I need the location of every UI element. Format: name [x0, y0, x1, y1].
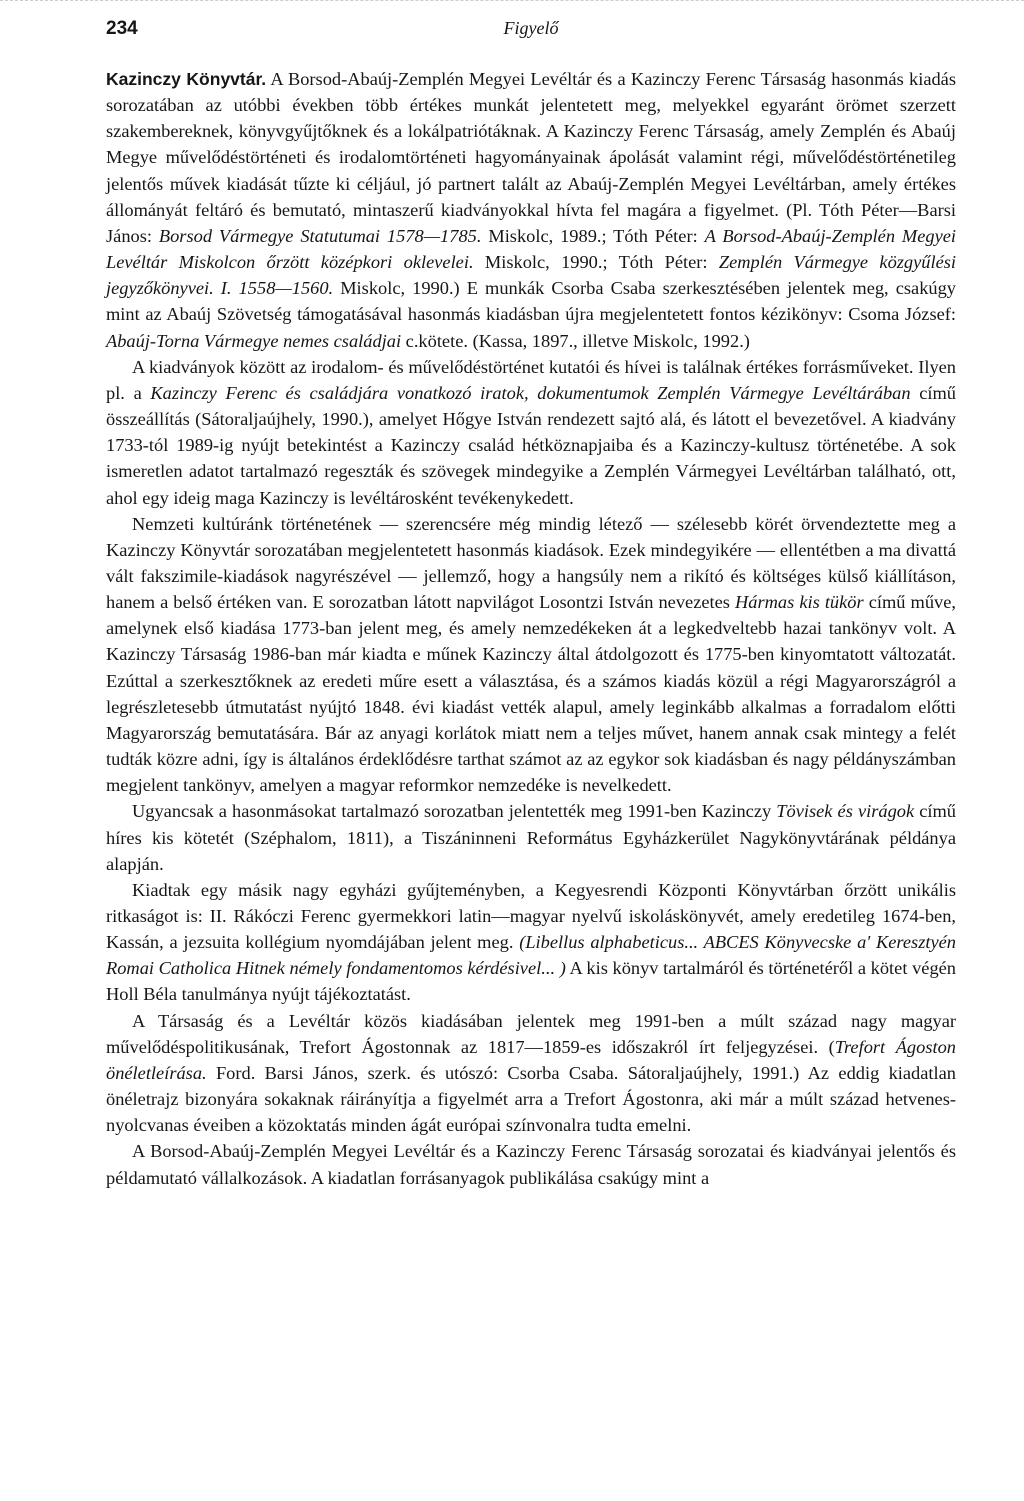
page-header — [106, 18, 956, 54]
scan-top-edge — [0, 0, 1024, 2]
body-text-run: c.kötete. (Kassa, 1897., illetve Miskolc, 1992.) — [401, 330, 750, 351]
body-text-run: című műve, amelynek első kiadása 1773-ban jelent meg, és amely nemzedékeken át a legkedveltebb hazai tankönyv volt. A Kazinczy Társaság 1986-ban már kiadta e műnek Kazinczy által átdolgozott és 1775-ben kinyomtatott változatát. Ezúttal a szerkesztőknek az eredeti műre esett a választása, és a számos kiadás közül a régi Magyarországról a legrészletesebb útmutatást nyújtó 1848. évi kiadást vették alapul, amely leginkább alkalmas a forradalom előtti Magyarország bemutatására. Bár az anyagi korlátok miatt nem a teljes művet, hanem annak csak mintegy a felét tudták közre adni, így is általános érdeklődésre tarthat számot az az egykor sok kiadásban és nagy példányszámban megjelent tankönyv, amelyen a magyar reformkor nemzedéke is nevelkedett. — [106, 592, 956, 796]
italic-title-text: Tövisek és virágok — [776, 801, 915, 822]
italic-title-text: A Borsod-Abaúj-Zemplén Megyei Levéltár Miskolcon őrzött középkori oklevelei. — [106, 225, 957, 273]
body-text-run: Nemzeti kultúránk történetének — szerencsére még mindig létező — szélesebb körét örvendeztette meg a Kazinczy Könyvtár sorozatában megjelentetett hasonmás kiadások. Ezek mindegyikére — ellentétben a ma divattá vált fakszimile-kiadások nagyrészével — jellemző, hogy a hangsúly nem a rikító és költséges külső kiállításon, hanem a belső értéken van. E sorozatban látott napvilágot Losontzi István nevezetes — [106, 513, 956, 613]
paragraph — [106, 1008, 956, 1139]
italic-title-text: (Libellus alphabeticus... ABCES Könyvecske a' Keresztyén Romai Catholica Hitnek némely fondamentomos kérdésivel... ) — [106, 932, 956, 979]
body-text-run: Ugyancsak a hasonmásokat tartalmazó sorozatban jelentették meg 1991-ben Kazinczy — [132, 801, 777, 822]
paragraph-segments — [106, 880, 956, 1005]
italic-title-text: Kazinczy Ferenc és családjára vonatkozó iratok, dokumentumok Zemplén Vármegye Levéltárában — [150, 382, 911, 403]
section-lead: Kazinczy Könyvtár. — [106, 69, 267, 89]
body-text-run: Ford. Barsi János, szerk. és utószó: Csorba Csaba. Sátoraljaújhely, 1991.) Az eddig kiadatlan önéletrajz bizonyára sokaknak ráirányítja a figyelmét arra a Trefort Ágostonra, aki már a múlt század hetvenes-nyolcvanas éveiben a közoktatás minden ágát európai színvonalra tudta emelni. — [106, 1062, 956, 1136]
document-page — [106, 18, 956, 1191]
paragraph-segments — [106, 357, 956, 508]
paragraph-segments — [106, 69, 956, 351]
paragraph-segments — [106, 1011, 956, 1136]
body-text-run: A Borsod-Abaúj-Zemplén Megyei Levéltár és a Kazinczy Ferenc Társaság sorozatai és kiadványai jelentős és példamutató vállalkozások. A kiadatlan forrásanyagok publikálása csakúgy mint a — [106, 1141, 956, 1188]
running-title: Figyelő — [503, 18, 559, 38]
paragraph — [106, 1138, 956, 1190]
body-text-run: Miskolc, 1990.) E munkák Csorba Csaba szerkesztésében jelentek meg, csakúgy mint az Abaúj Szövetség támogatásával hasonmás kiadásban újra megjelentetett fontos kézikönyv: Csoma József: — [106, 278, 956, 325]
paragraph — [106, 354, 956, 511]
paragraph-segments — [106, 514, 956, 796]
page-number: 234 — [106, 18, 138, 39]
body-text-run: A Társaság és a Levéltár közös kiadásában jelentek meg 1991-ben a múlt század nagy magyar művelődéspolitikusának, Trefort Ágostonnak az 1817—1859-es időszakról írt feljegyzései. ( — [106, 1010, 956, 1057]
paragraph-segments — [106, 1141, 956, 1187]
body-text-run: A kiadványok között az irodalom- és művelődéstörténet kutatói és hívei is találnak értékes forrásműveket. Ilyen pl. a — [106, 356, 956, 403]
paragraph-segments — [106, 801, 956, 873]
italic-title-text: Zemplén Vármegye közgyűlési jegyzőkönyvei. I. 1558—1560. — [106, 252, 957, 299]
body-text-run: című híres kis kötetét (Széphalom, 1811), a Tiszáninneni Református Egyházkerület Nagykönyvtárának példánya alapján. — [106, 801, 956, 874]
italic-title-text: Trefort Ágoston önéletleírása. — [106, 1036, 956, 1083]
body-text-run: Kiadtak egy másik nagy egyházi gyűjteményben, a Kegyesrendi Központi Könyvtárban őrzött unikális ritkaságot is: II. Rákóczi Ferenc gyermekkori latin—magyar nyelvű iskoláskönyvét, amely eredetileg 1674-ben, Kassán, a jezsuita kollégium nyomdájában jelent meg. — [106, 879, 956, 953]
body-text-run: című összeállítás (Sátoraljaújhely, 1990.), amelyet Hőgye István rendezett sajtó alá, és látott el bevezetővel. A kiadvány 1733-tól 1989-ig nyújt betekintést a Kazinczy család hétköznapjaiba és a Kazinczy-kultusz történetébe. A sok ismeretlen adatot tartalmazó regeszták és szövegek mindegyike a Zemplén Vármegyei Levéltárban található, ott, ahol egy ideig maga Kazinczy is levéltárosként tevékenykedett. — [106, 382, 956, 508]
body-text-run: Miskolc, 1989.; Tóth Péter: — [481, 225, 705, 246]
italic-title-text: Hármas kis tükör — [735, 592, 864, 613]
italic-title-text: Borsod Vármegye Statutumai 1578—1785. — [158, 225, 482, 246]
article-body — [106, 66, 956, 1191]
body-text-run: A kis könyv tartalmáról és történetéről a kötet végén Holl Béla tanulmánya nyújt tájékoztatást. — [106, 958, 957, 1005]
paragraph — [106, 877, 956, 1008]
body-text-run: A Borsod-Abaúj-Zemplén Megyei Levéltár és a Kazinczy Ferenc Társaság hasonmás kiadás sorozatában az utóbbi években több értékes munkát jelentetett meg, melyekkel egyaránt örömet szerzett szakembereknek, könyvgyűjtőknek és a lokálpatriótáknak. A Kazinczy Ferenc Társaság, amely Zemplén és Abaúj Megye művelődéstörténeti és irodalomtörténeti hagyományainak ápolását valamint régi, művelődéstörténetileg jelentős művek kiadását tűzte ki céljául, jó partnert talált az Abaúj-Zemplén Megyei Levéltárban, amely értékes állományát feltáró és bemutató, mintaszerű kiadványokkal hívta fel magára a figyelmet. (Pl. Tóth Péter—Barsi János: — [106, 69, 956, 246]
body-text-run: Miskolc, 1990.; Tóth Péter: — [473, 252, 719, 273]
paragraph — [106, 511, 956, 799]
paragraph — [106, 66, 956, 354]
paragraph — [106, 798, 956, 876]
italic-title-text: Abaúj-Torna Vármegye nemes családjai — [106, 330, 402, 351]
